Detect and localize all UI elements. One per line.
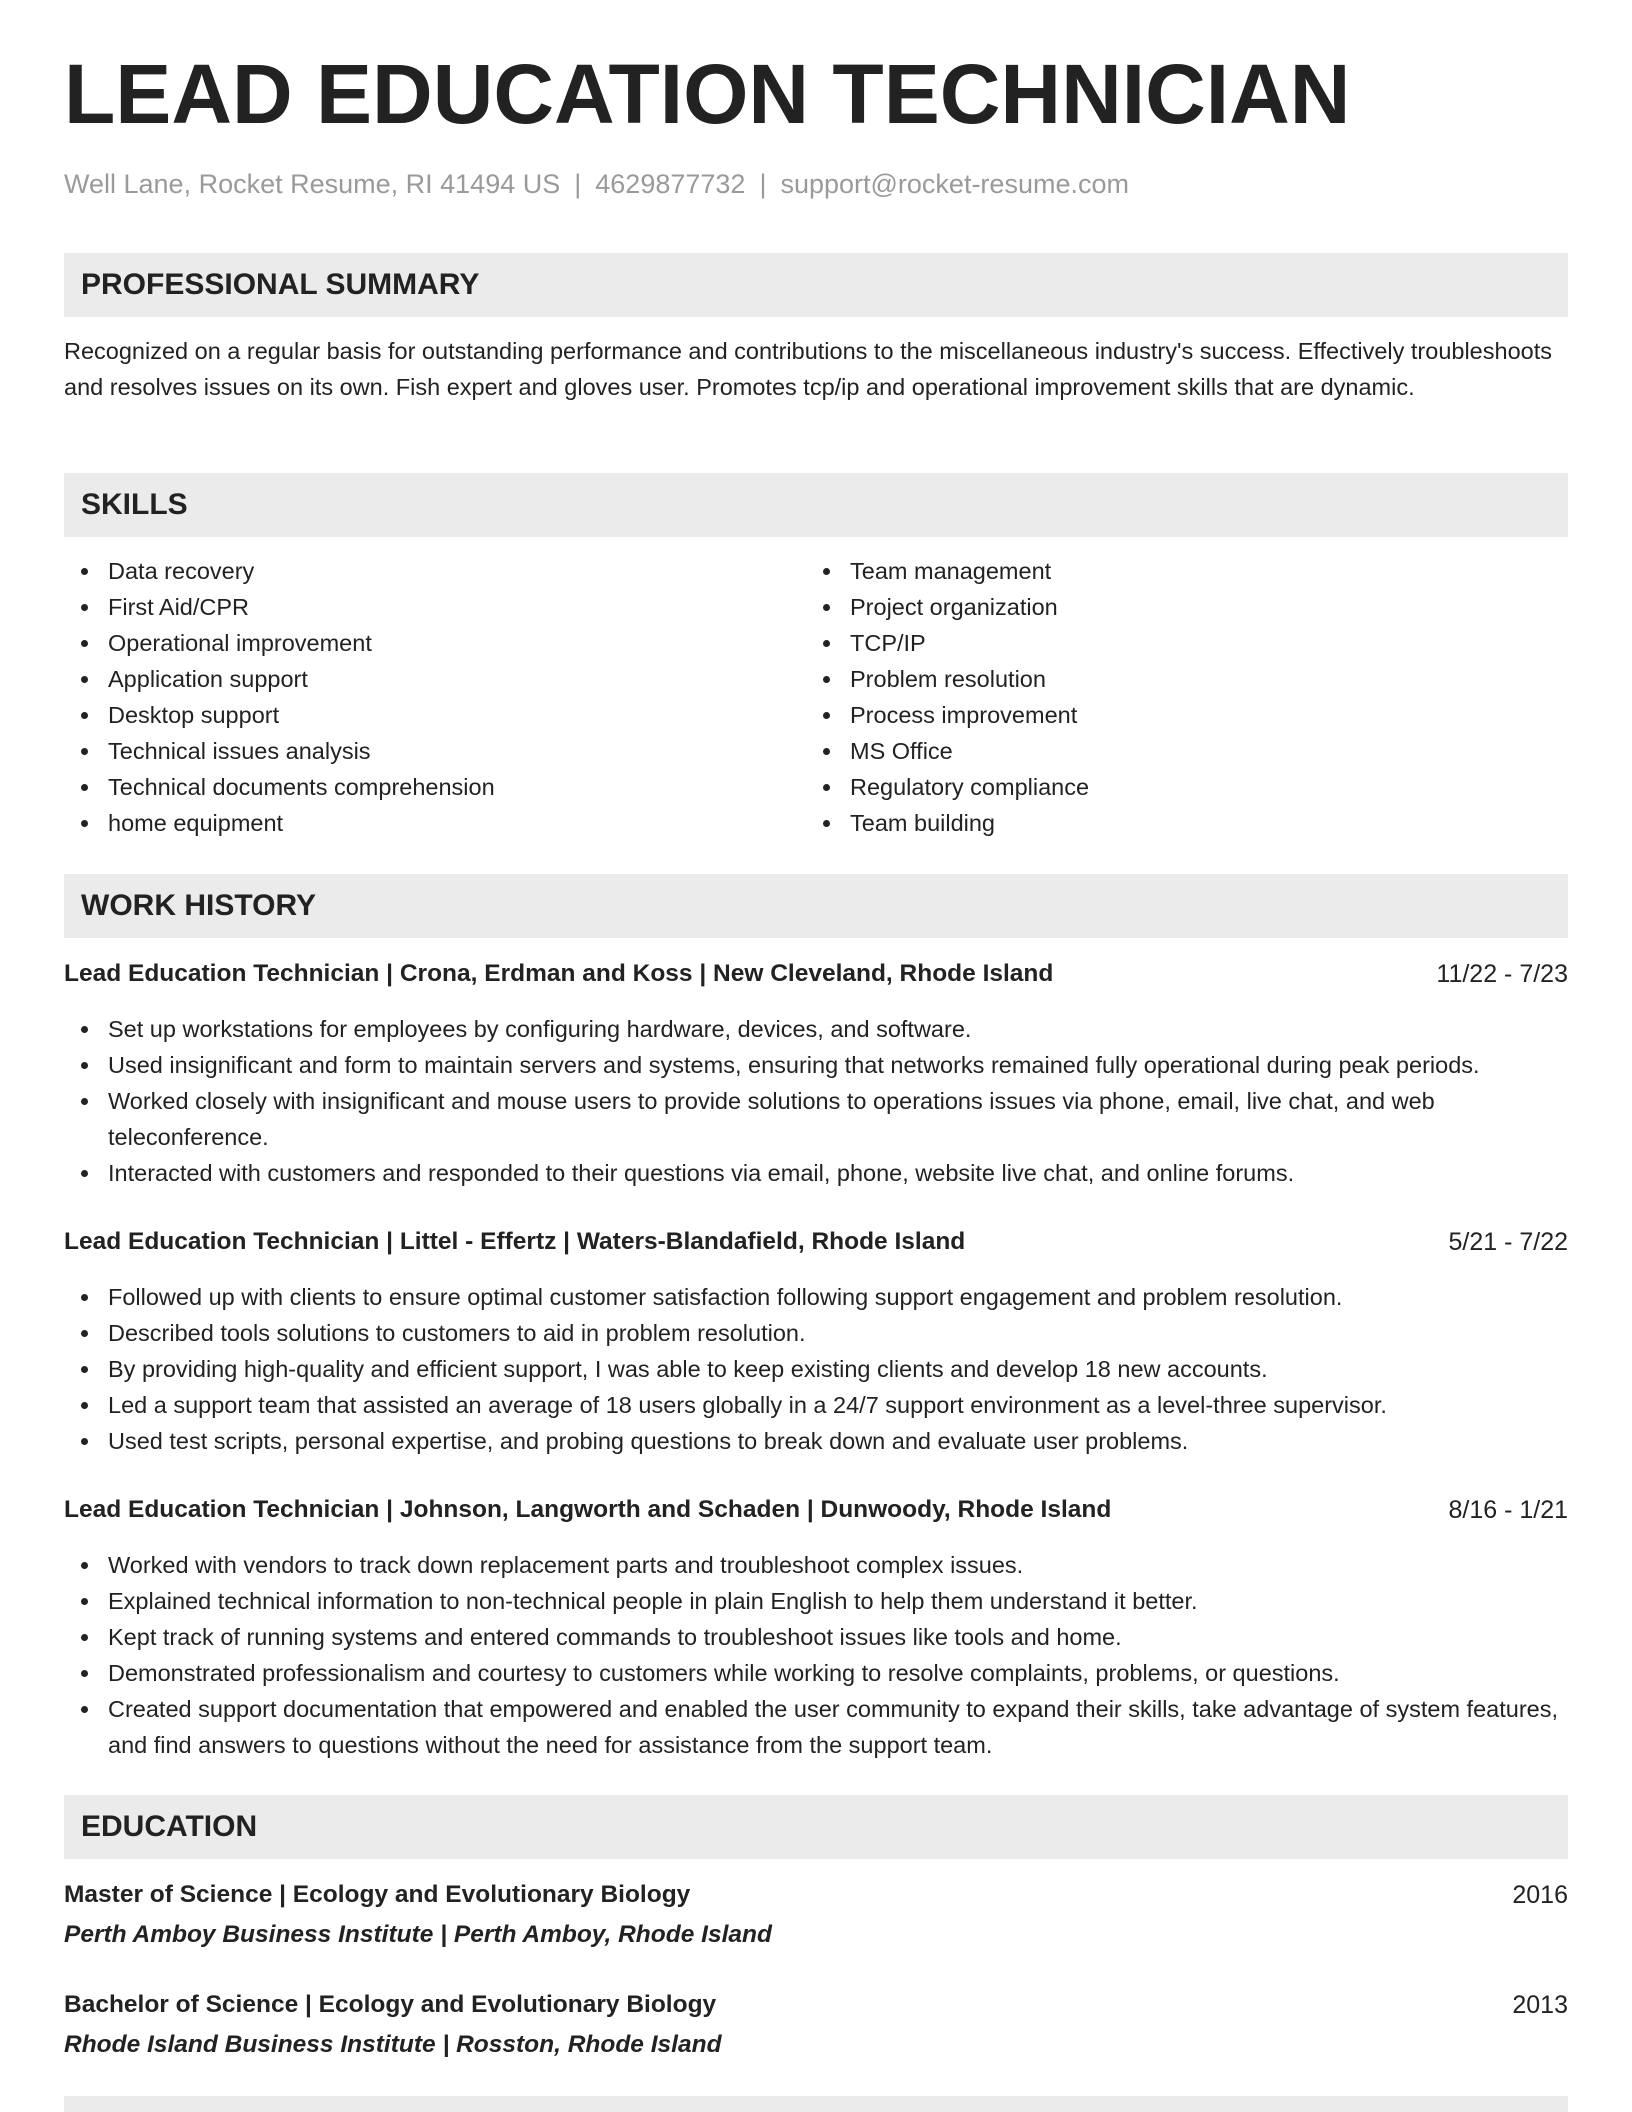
school: Rhode Island Business Institute | Rosston, Rhode Island [64, 2031, 722, 2058]
skill-item: Desktop support [64, 697, 804, 733]
skill-item: Process improvement [806, 697, 1546, 733]
bullet-icon [81, 1330, 88, 1337]
list-item: Demonstrated professionalism and courtesy to customers while working to resolve complaints, problems, or questions. [64, 1655, 1568, 1691]
bullet-icon [81, 604, 88, 611]
job-bullets [64, 1011, 1568, 1191]
job-title: Lead Education Technician | Johnson, Langworth and Schaden | Dunwoody, Rhode Island [64, 1496, 1112, 1523]
skills-list-right [806, 553, 1546, 841]
skill-item: Team building [806, 805, 1546, 841]
section-title: SKILLS [81, 488, 188, 521]
skill-item: Technical issues analysis [64, 733, 804, 769]
section-header-next [64, 2096, 1568, 2112]
list-item: Kept track of running systems and entered commands to troubleshoot issues like tools and home. [64, 1619, 1568, 1655]
bullet-icon [823, 640, 830, 647]
job-bullets [64, 1547, 1568, 1763]
contact-separator: | [574, 169, 582, 199]
section-header-skills [64, 473, 1568, 537]
list-item: Explained technical information to non-technical people in plain English to help them understand it better. [64, 1583, 1568, 1619]
list-item: Led a support team that assisted an average of 18 users globally in a 24/7 support environment as a level-three supervisor. [64, 1387, 1568, 1423]
skill-item: First Aid/CPR [64, 589, 804, 625]
skills-list-left [64, 553, 804, 841]
bullet-icon [81, 1670, 88, 1677]
bullet-icon [81, 640, 88, 647]
skill-item: Project organization [806, 589, 1546, 625]
education-header [64, 1877, 1568, 1913]
school: Perth Amboy Business Institute | Perth Amboy, Rhode Island [64, 1921, 772, 1948]
skill-item: Operational improvement [64, 625, 804, 661]
list-item: Set up workstations for employees by configuring hardware, devices, and software. [64, 1011, 1568, 1047]
bullet-icon [823, 676, 830, 683]
bullet-icon [81, 1366, 88, 1373]
bullet-icon [81, 1098, 88, 1105]
section-title: PROFESSIONAL SUMMARY [81, 268, 480, 301]
education-header [64, 1987, 1568, 2023]
bullet-icon [823, 604, 830, 611]
contact-separator: | [759, 169, 767, 199]
bullet-icon [81, 676, 88, 683]
bullet-icon [81, 820, 88, 827]
section-header-summary [64, 253, 1568, 317]
bullet-icon [81, 1706, 88, 1713]
contact-email[interactable]: support@rocket-resume.com [780, 169, 1129, 199]
job-header [64, 956, 1568, 992]
skill-item: Technical documents comprehension [64, 769, 804, 805]
list-item: Created support documentation that empowered and enabled the user community to expand their skills, take advantage of system features, and find answers to questions without the need for assistance from the support team. [64, 1691, 1568, 1763]
skill-item: Problem resolution [806, 661, 1546, 697]
job-title: Lead Education Technician | Littel - Effertz | Waters-Blandafield, Rhode Island [64, 1228, 966, 1255]
bullet-icon [81, 784, 88, 791]
bullet-icon [81, 1438, 88, 1445]
bullet-icon [81, 1294, 88, 1301]
bullet-icon [81, 712, 88, 719]
summary-text: Recognized on a regular basis for outstanding performance and contributions to the miscellaneous industry's success. Effectively troubleshoots and resolves issues on its own. Fish expert and gloves user. Promotes tcp/ip and operational improvement skills that are dynamic. [64, 338, 1552, 400]
bullet-icon [81, 1026, 88, 1033]
bullet-icon [81, 568, 88, 575]
skill-item: Regulatory compliance [806, 769, 1546, 805]
contact-line [64, 166, 1129, 202]
list-item: Interacted with customers and responded to their questions via email, phone, website live chat, and online forums. [64, 1155, 1568, 1191]
bullet-icon [81, 1062, 88, 1069]
bullet-icon [823, 784, 830, 791]
bullet-icon [81, 1170, 88, 1177]
section-title: WORK HISTORY [81, 889, 317, 922]
list-item: Worked closely with insignificant and mouse users to provide solutions to operations issues via phone, email, live chat, and web teleconference. [64, 1083, 1568, 1155]
degree: Bachelor of Science | Ecology and Evolutionary Biology [64, 1991, 717, 2018]
job-dates: 5/21 - 7/22 [1448, 1228, 1568, 1256]
skill-item: Team management [806, 553, 1546, 589]
graduation-year: 2013 [1512, 1991, 1568, 2019]
list-item: Used test scripts, personal expertise, and probing questions to break down and evaluate user problems. [64, 1423, 1568, 1459]
list-item: Worked with vendors to track down replacement parts and troubleshoot complex issues. [64, 1547, 1568, 1583]
job-dates: 8/16 - 1/21 [1448, 1496, 1568, 1524]
job-bullets [64, 1279, 1568, 1459]
job-header [64, 1492, 1568, 1528]
bullet-icon [823, 568, 830, 575]
bullet-icon [81, 1402, 88, 1409]
skill-item: Data recovery [64, 553, 804, 589]
graduation-year: 2016 [1512, 1881, 1568, 1909]
bullet-icon [81, 1562, 88, 1569]
skill-item: MS Office [806, 733, 1546, 769]
skill-item: Application support [64, 661, 804, 697]
skill-item: TCP/IP [806, 625, 1546, 661]
bullet-icon [81, 748, 88, 755]
job-header [64, 1224, 1568, 1260]
degree: Master of Science | Ecology and Evolutionary Biology [64, 1881, 691, 1908]
section-header-work-history [64, 874, 1568, 938]
skill-item: home equipment [64, 805, 804, 841]
section-header-education [64, 1795, 1568, 1859]
bullet-icon [823, 820, 830, 827]
section-title: EDUCATION [81, 1810, 258, 1843]
candidate-name: LEAD EDUCATION TECHNICIAN [64, 47, 1351, 141]
contact-address: Well Lane, Rocket Resume, RI 41494 US [64, 169, 561, 199]
bullet-icon [81, 1598, 88, 1605]
list-item: Described tools solutions to customers to aid in problem resolution. [64, 1315, 1568, 1351]
job-title: Lead Education Technician | Crona, Erdman and Koss | New Cleveland, Rhode Island [64, 960, 1054, 987]
bullet-icon [823, 748, 830, 755]
job-dates: 11/22 - 7/23 [1436, 960, 1568, 988]
contact-phone: 4629877732 [595, 169, 746, 199]
list-item: By providing high-quality and efficient support, I was able to keep existing clients and develop 18 new accounts. [64, 1351, 1568, 1387]
list-item: Used insignificant and form to maintain servers and systems, ensuring that networks remained fully operational during peak periods. [64, 1047, 1568, 1083]
bullet-icon [823, 712, 830, 719]
list-item: Followed up with clients to ensure optimal customer satisfaction following support engagement and problem resolution. [64, 1279, 1568, 1315]
bullet-icon [81, 1634, 88, 1641]
